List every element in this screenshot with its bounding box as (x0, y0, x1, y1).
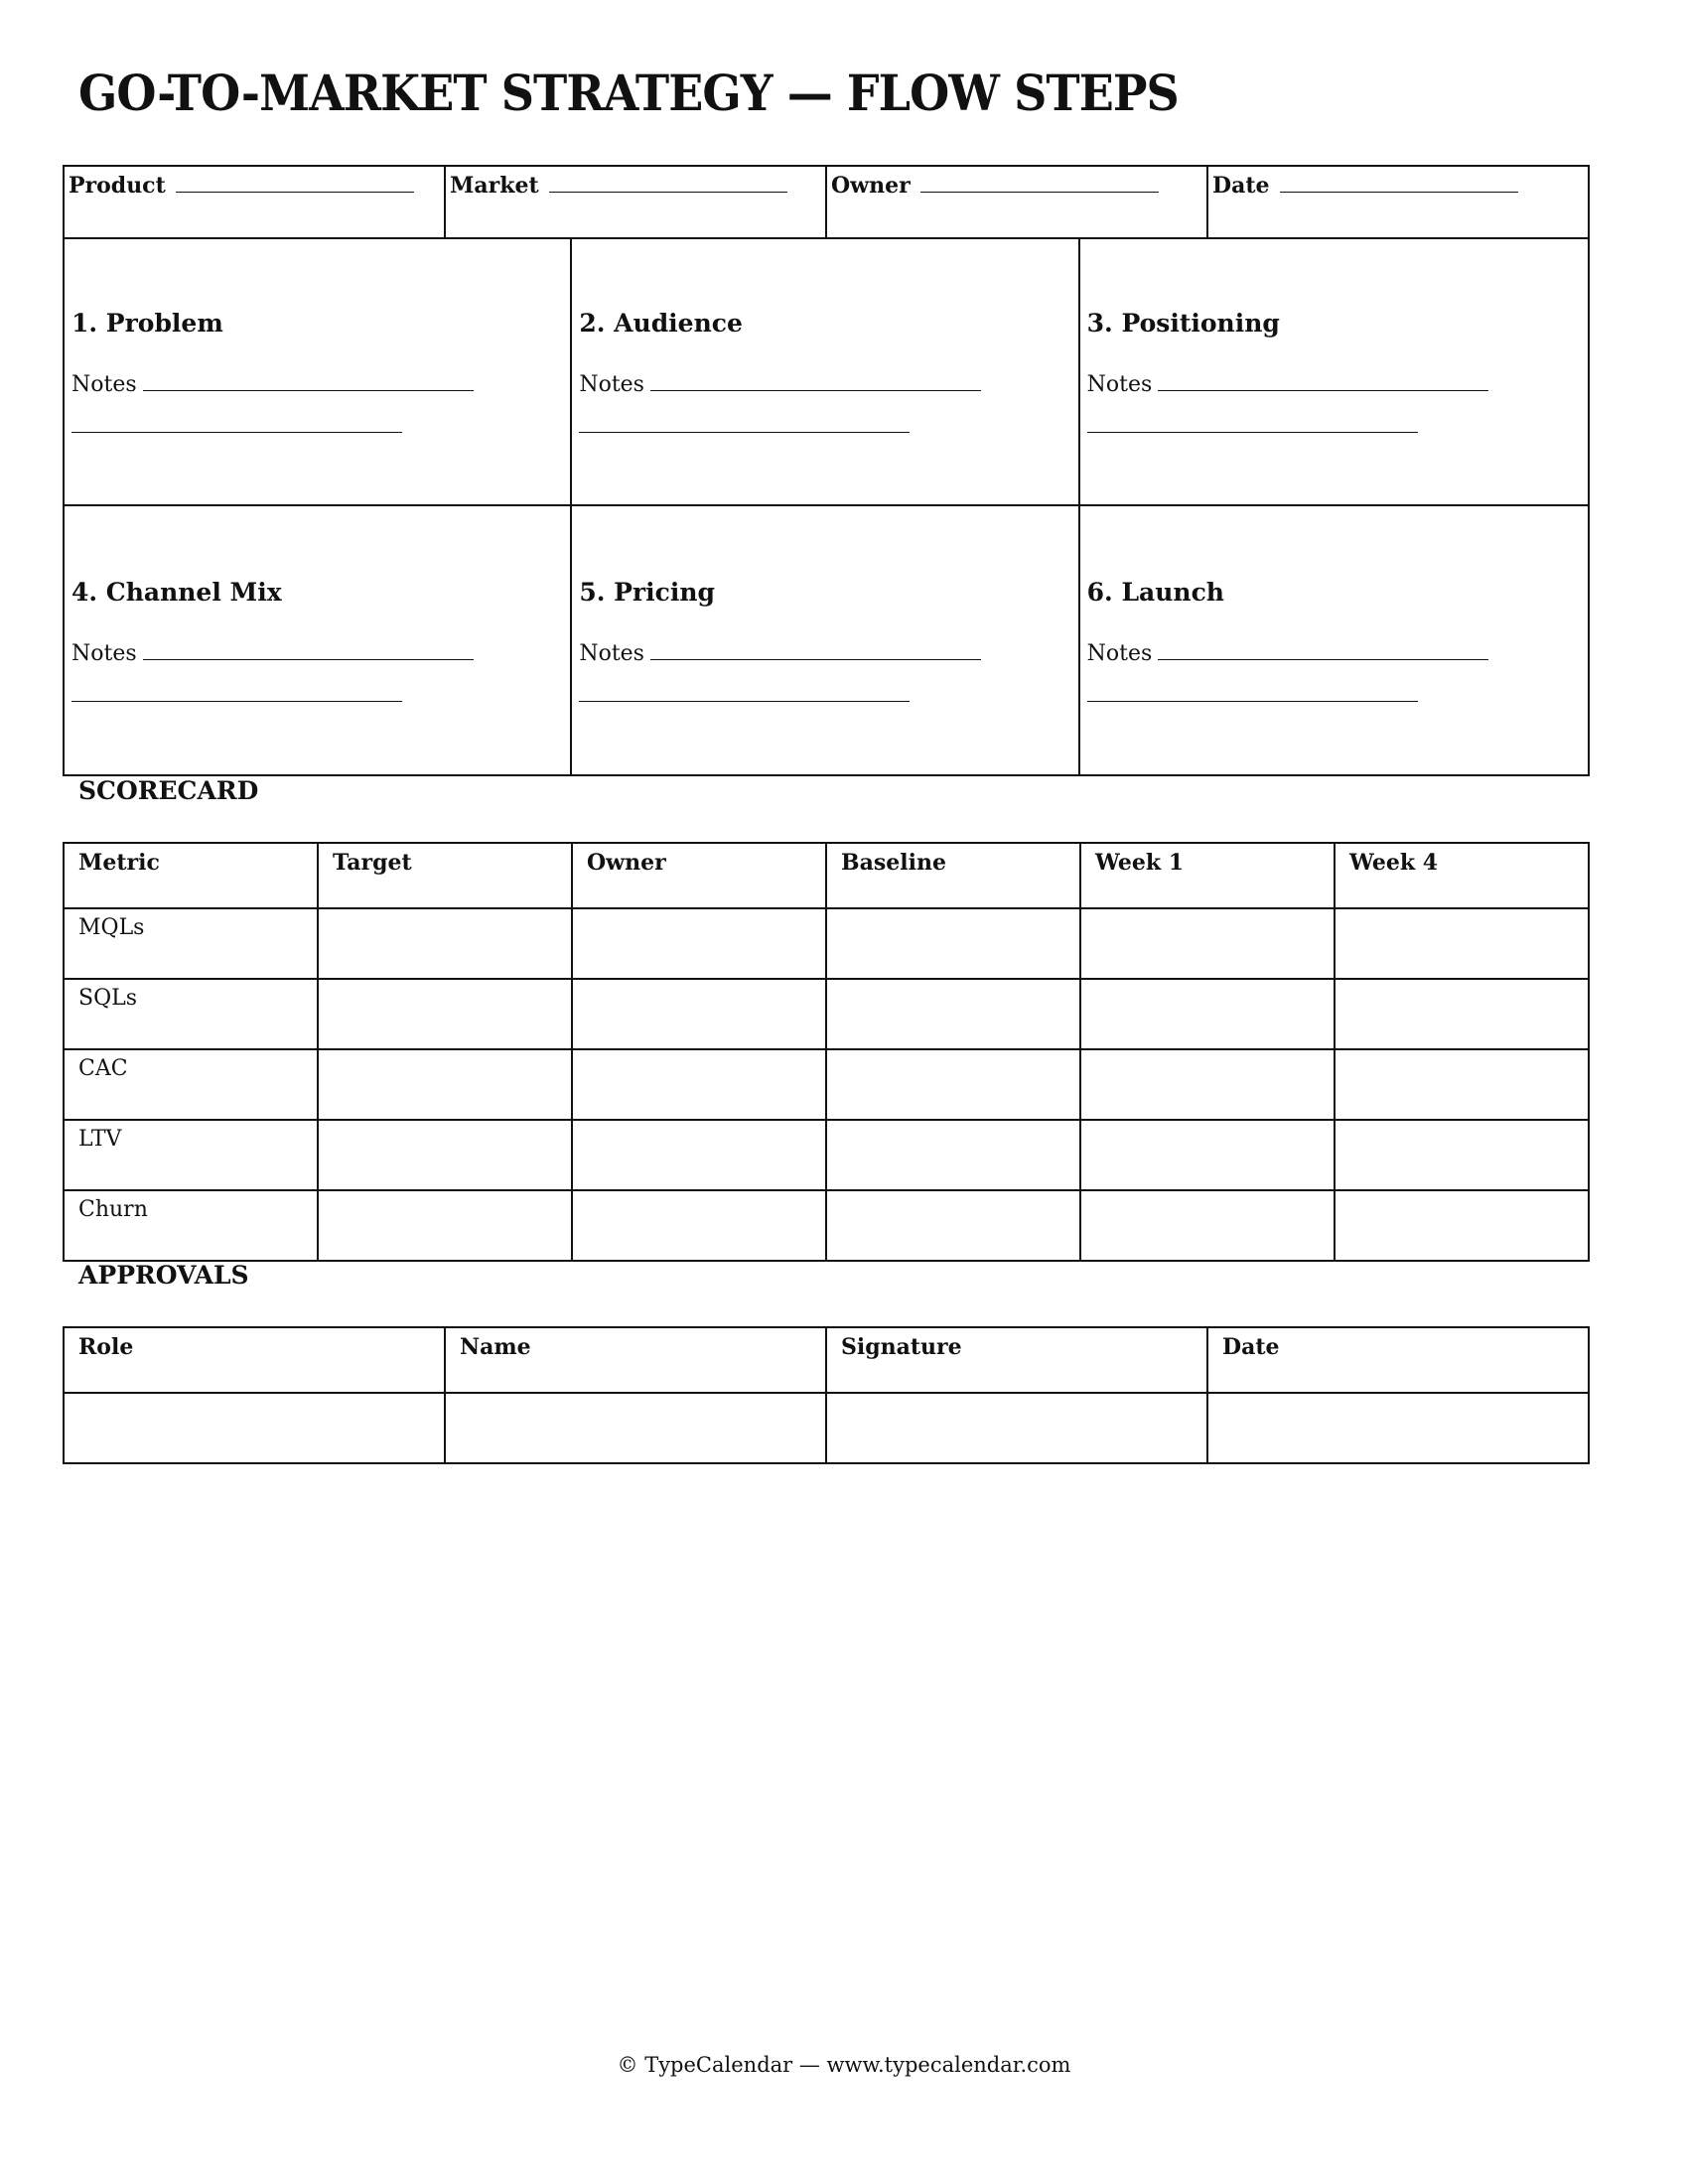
target-cell[interactable] (318, 1049, 572, 1120)
scorecard-title: SCORECARD (78, 776, 259, 805)
notes-line[interactable] (143, 372, 474, 391)
notes-label: Notes (71, 640, 137, 666)
notes-line[interactable] (650, 372, 981, 391)
week1-cell[interactable] (1080, 908, 1335, 979)
name-cell[interactable] (445, 1393, 826, 1463)
baseline-cell[interactable] (826, 908, 1080, 979)
step-title: 5. Pricing (579, 577, 715, 607)
week4-cell[interactable] (1335, 1049, 1589, 1120)
notes-label: Notes (579, 640, 644, 666)
approvals-table (63, 1326, 1590, 1464)
step-audience (572, 237, 1079, 506)
table-row (64, 1190, 1589, 1261)
owner-cell[interactable] (572, 1049, 826, 1120)
owner-label: Owner (831, 173, 911, 199)
step-title: 6. Launch (1086, 577, 1224, 607)
step-notes[interactable] (1087, 641, 1489, 666)
step-title: 1. Problem (71, 309, 223, 338)
step-pricing (572, 506, 1079, 775)
column-header: Week 1 (1080, 843, 1335, 908)
step-notes[interactable] (71, 372, 474, 397)
baseline-cell[interactable] (826, 1190, 1080, 1261)
notes-line[interactable] (143, 641, 474, 660)
week1-cell[interactable] (1080, 1190, 1335, 1261)
table-row (64, 908, 1589, 979)
notes-line-2[interactable] (1087, 701, 1418, 702)
column-header: Name (445, 1327, 826, 1393)
metric-cell: MQLs (64, 908, 318, 979)
notes-label: Notes (71, 372, 137, 397)
table-header-row (64, 1327, 1589, 1393)
target-cell[interactable] (318, 1120, 572, 1190)
target-cell[interactable] (318, 908, 572, 979)
page-title: GO-TO-MARKET STRATEGY — FLOW STEPS (78, 64, 1179, 122)
notes-line[interactable] (650, 641, 981, 660)
owner-cell[interactable] (572, 1120, 826, 1190)
notes-label: Notes (579, 372, 644, 397)
target-cell[interactable] (318, 1190, 572, 1261)
market-input-line[interactable] (549, 174, 787, 193)
role-cell[interactable] (64, 1393, 445, 1463)
week4-cell[interactable] (1335, 1120, 1589, 1190)
column-header: Baseline (826, 843, 1080, 908)
owner-field[interactable] (827, 167, 1208, 237)
product-label: Product (69, 173, 166, 199)
notes-line-2[interactable] (579, 432, 910, 433)
signature-cell[interactable] (826, 1393, 1207, 1463)
column-header: Signature (826, 1327, 1207, 1393)
date-input-line[interactable] (1280, 174, 1518, 193)
step-notes[interactable] (579, 372, 981, 397)
step-channel-mix (65, 506, 572, 775)
footer-credit: © TypeCalendar — www.typecalendar.com (617, 2053, 1071, 2077)
step-launch (1080, 506, 1588, 775)
owner-cell[interactable] (572, 979, 826, 1049)
step-title: 4. Channel Mix (71, 577, 282, 607)
notes-label: Notes (1086, 372, 1153, 397)
week4-cell[interactable] (1335, 979, 1589, 1049)
scorecard-table (63, 842, 1590, 1262)
week1-cell[interactable] (1080, 1049, 1335, 1120)
date-cell[interactable] (1207, 1393, 1589, 1463)
table-row (64, 1049, 1589, 1120)
baseline-cell[interactable] (826, 979, 1080, 1049)
step-notes[interactable] (579, 641, 981, 666)
step-problem (65, 237, 572, 506)
column-header: Date (1207, 1327, 1589, 1393)
approvals-title: APPROVALS (78, 1261, 249, 1290)
notes-line-2[interactable] (71, 432, 402, 433)
baseline-cell[interactable] (826, 1120, 1080, 1190)
owner-cell[interactable] (572, 908, 826, 979)
metric-cell: LTV (64, 1120, 318, 1190)
header-fields (63, 165, 1590, 239)
table-row (64, 1120, 1589, 1190)
week1-cell[interactable] (1080, 1120, 1335, 1190)
notes-label: Notes (1086, 640, 1153, 666)
target-cell[interactable] (318, 979, 572, 1049)
step-notes[interactable] (71, 641, 474, 666)
table-header-row (64, 843, 1589, 908)
market-field[interactable] (446, 167, 827, 237)
metric-cell: CAC (64, 1049, 318, 1120)
table-row (64, 979, 1589, 1049)
week1-cell[interactable] (1080, 979, 1335, 1049)
flow-steps-grid (63, 237, 1590, 776)
week4-cell[interactable] (1335, 908, 1589, 979)
column-header: Metric (64, 843, 318, 908)
notes-line-2[interactable] (1087, 432, 1418, 433)
column-header: Week 4 (1335, 843, 1589, 908)
column-header: Target (318, 843, 572, 908)
date-label: Date (1212, 173, 1270, 199)
notes-line-2[interactable] (71, 701, 402, 702)
column-header: Role (64, 1327, 445, 1393)
step-title: 3. Positioning (1086, 309, 1280, 338)
date-field[interactable] (1208, 167, 1588, 237)
market-label: Market (450, 173, 539, 199)
metric-cell: Churn (64, 1190, 318, 1261)
owner-cell[interactable] (572, 1190, 826, 1261)
step-notes[interactable] (1087, 372, 1489, 397)
product-input-line[interactable] (176, 174, 414, 193)
notes-line-2[interactable] (579, 701, 910, 702)
product-field[interactable] (65, 167, 446, 237)
column-header: Owner (572, 843, 826, 908)
notes-line[interactable] (1158, 372, 1488, 391)
step-title: 2. Audience (579, 309, 743, 338)
baseline-cell[interactable] (826, 1049, 1080, 1120)
owner-input-line[interactable] (920, 174, 1159, 193)
step-positioning (1080, 237, 1588, 506)
table-row (64, 1393, 1589, 1463)
notes-line[interactable] (1158, 641, 1488, 660)
week4-cell[interactable] (1335, 1190, 1589, 1261)
metric-cell: SQLs (64, 979, 318, 1049)
